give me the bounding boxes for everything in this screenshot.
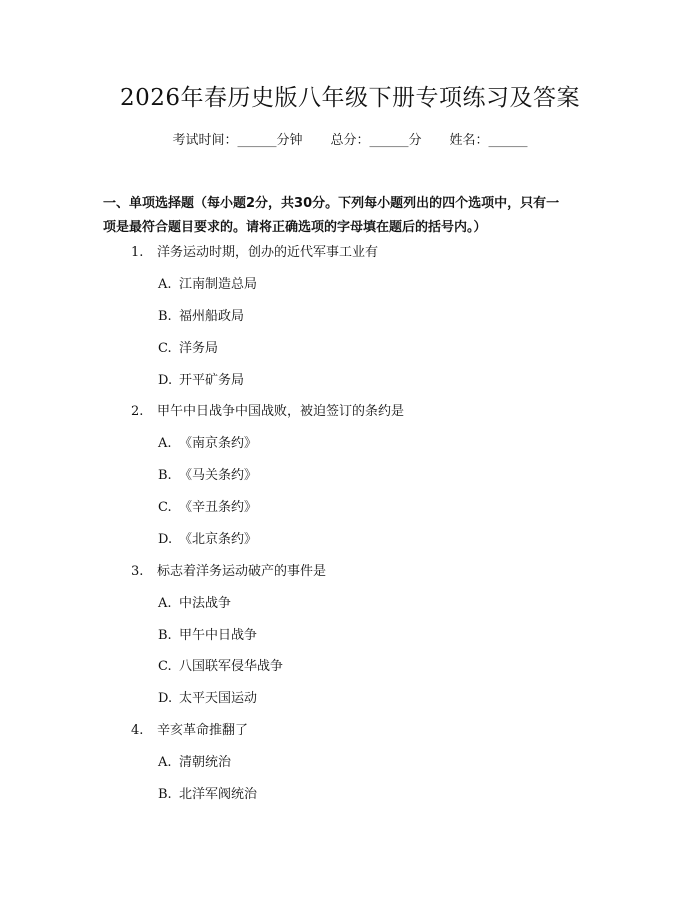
option-text: 福州船政局 [179, 309, 245, 324]
option-letter: A. [158, 596, 172, 611]
question-3-option-c [158, 657, 283, 677]
question-3 [131, 562, 326, 582]
option-text: 江南制造总局 [179, 277, 258, 292]
question-number: 2. [131, 404, 144, 419]
question-4-option-a [158, 753, 231, 773]
option-letter: A. [158, 755, 172, 770]
question-number: 1. [131, 245, 144, 260]
question-4-option-b [158, 785, 257, 805]
option-text: 北洋军阀统治 [179, 787, 258, 802]
exam-time-field: 考试时间：______分钟 [172, 133, 303, 148]
question-3-option-d [158, 689, 257, 709]
option-text: 中法战争 [179, 596, 232, 611]
option-letter: D. [158, 532, 173, 547]
option-text: 《辛丑条约》 [179, 500, 258, 515]
question-3-option-b [158, 626, 257, 646]
option-letter: B. [158, 468, 172, 483]
question-text: 辛亥革命推翻了 [157, 723, 249, 738]
option-letter: C. [158, 659, 172, 674]
question-text: 甲午中日战争中国战败，被迫签订的条约是 [157, 404, 405, 419]
question-text: 洋务运动时期，创办的近代军事工业有 [157, 245, 379, 260]
option-text: 太平天国运动 [179, 691, 258, 706]
question-2-option-c [158, 498, 257, 518]
option-text: 开平矿务局 [179, 373, 245, 388]
option-letter: B. [158, 309, 172, 324]
exam-info-line [0, 131, 700, 151]
option-letter: A. [158, 277, 172, 292]
question-2-option-a [158, 434, 257, 454]
option-text: 《北京条约》 [179, 532, 258, 547]
option-letter: D. [158, 691, 173, 706]
option-letter: B. [158, 787, 172, 802]
option-text: 《马关条约》 [179, 468, 258, 483]
section-heading-line-2: 项是最符合题目要求的。请将正确选项的字母填在题后的括号内。） [103, 220, 487, 235]
option-text: 甲午中日战争 [179, 628, 258, 643]
question-text: 标志着洋务运动破产的事件是 [157, 564, 327, 579]
option-text: 《南京条约》 [179, 436, 258, 451]
question-1-option-d [158, 371, 244, 391]
option-letter: B. [158, 628, 172, 643]
option-text: 洋务局 [179, 341, 219, 356]
option-text: 清朝统治 [179, 755, 232, 770]
question-2-option-b [158, 466, 257, 486]
question-1-option-c [158, 339, 218, 359]
question-1-option-b [158, 307, 244, 327]
option-letter: D. [158, 373, 173, 388]
student-name-field: 姓名：______ [449, 133, 528, 148]
question-4 [131, 721, 248, 741]
option-text: 八国联军侵华战争 [179, 659, 284, 674]
question-number: 3. [131, 564, 144, 579]
option-letter: C. [158, 341, 172, 356]
question-1 [131, 243, 378, 263]
total-score-field: 总分：______分 [330, 133, 422, 148]
option-letter: A. [158, 436, 172, 451]
option-letter: C. [158, 500, 172, 515]
question-2-option-d [158, 530, 257, 550]
question-2 [131, 402, 404, 422]
section-heading [103, 192, 603, 240]
question-3-option-a [158, 594, 231, 614]
section-heading-line-1: 一、单项选择题（每小题2分，共30分。下列每小题列出的四个选项中，只有一 [103, 196, 560, 211]
question-1-option-a [158, 275, 257, 295]
page-title: 2026年春历史版八年级下册专项练习及答案 [119, 85, 581, 111]
question-number: 4. [131, 723, 144, 738]
